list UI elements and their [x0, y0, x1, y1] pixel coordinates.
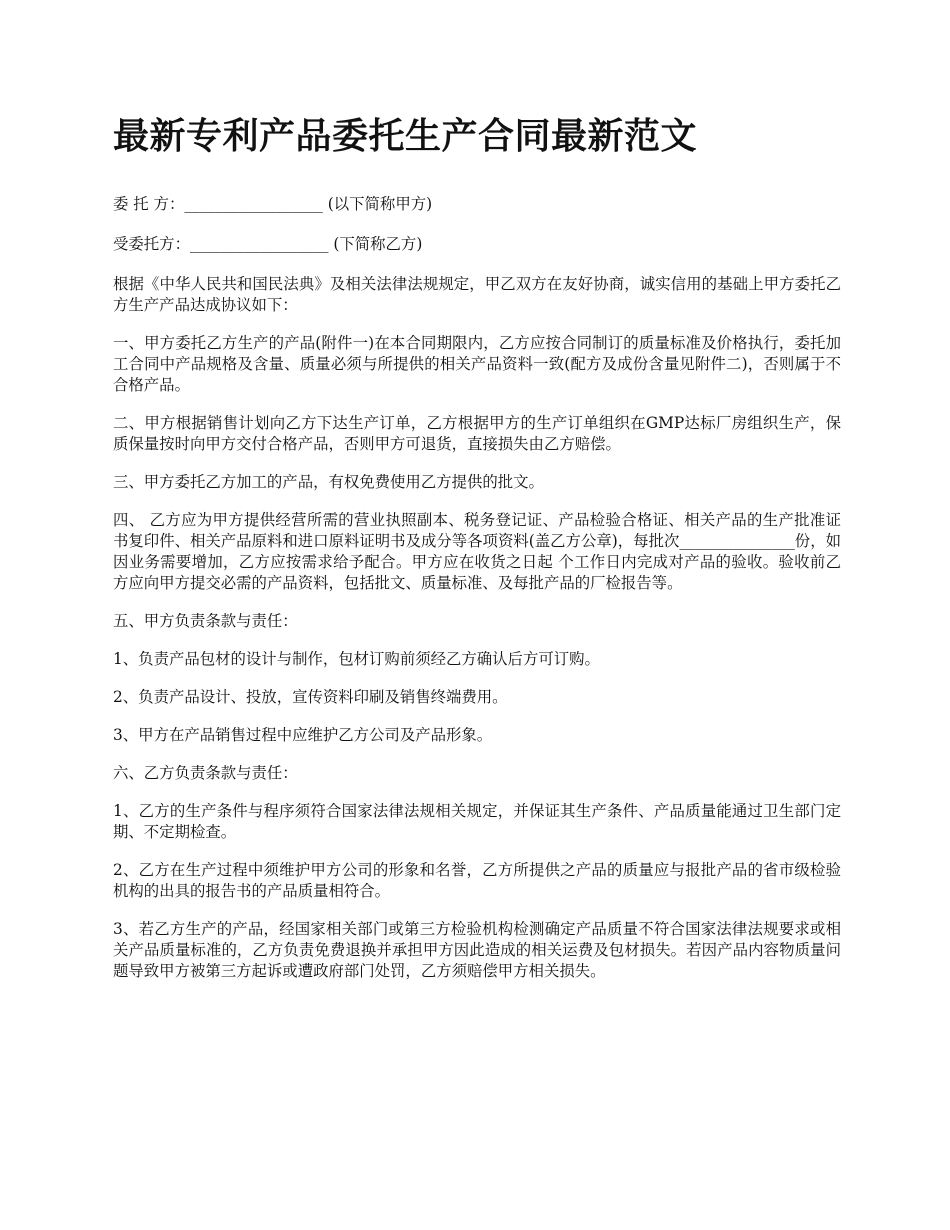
- clause-6-item-3: 3、若乙方生产的产品，经国家相关部门或第三方检验机构检测确定产品质量不符合国家法律法规要求或相关产品质量标准的，乙方负责免费退换并承担甲方因此造成的相关运费及包材损失。若因产品内容物质量问题导致甲方被第三方起诉或遭政府部门处罚，乙方须赔偿甲方相关损失。: [113, 920, 841, 980]
- party-b-line: 受委托方：__________________ (下简称乙方): [113, 235, 423, 253]
- preamble-paragraph: 根据《中华人民共和国民法典》及相关法律法规规定，甲乙双方在友好协商，诚实信用的基础上甲方委托乙方生产产品达成协议如下：: [113, 275, 841, 314]
- document-page: [113, 112, 841, 999]
- clause-1-paragraph: 一、甲方委托乙方生产的产品(附件一)在本合同期限内，乙方应按合同制订的质量标准及价格执行，委托加工合同中产品规格及含量、质量必须与所提供的相关产品资料一致(配方及成份含量见附件二)，否则属于不合格产品。: [113, 334, 841, 394]
- clause-3-paragraph: 三、甲方委托乙方加工的产品，有权免费使用乙方提供的批文。: [113, 473, 544, 491]
- clause-5-heading: 五、甲方负责条款与责任：: [113, 612, 298, 630]
- clause-6-item-2: 2、乙方在生产过程中须维护甲方公司的形象和名誉，乙方所提供之产品的质量应与报批产品的省市级检验机构的出具的报告书的产品质量相符合。: [113, 861, 841, 900]
- clause-6-heading: 六、乙方负责条款与责任：: [113, 764, 298, 782]
- clause-4-paragraph: 四、 乙方应为甲方提供经营所需的营业执照副本、税务登记证、产品检验合格证、相关产品的生产批准证书复印件、相关产品原料和进口原料证明书及成分等各项资料(盖乙方公章)，每批次_______________份，如因业务需要增加，乙方应按需求给予配合。甲方应在收货之日起 个工作日内完成对产品的验收。验收前乙方应向甲方提交必需的产品资料，包括批文、质量标准、及每批产品的厂检报告等。: [113, 511, 841, 592]
- document-title: 最新专利产品委托生产合同最新范文: [113, 115, 698, 157]
- clause-2-paragraph: 二、甲方根据销售计划向乙方下达生产订单，乙方根据甲方的生产订单组织在GMP达标厂房组织生产，保质保量按时向甲方交付合格产品，否则甲方可退货，直接损失由乙方赔偿。: [113, 414, 841, 453]
- clause-5-item-1: 1、负责产品包材的设计与制作，包材订购前须经乙方确认后方可订购。: [113, 650, 600, 668]
- clause-5-item-3: 3、甲方在产品销售过程中应维护乙方公司及产品形象。: [113, 726, 493, 744]
- clause-6-item-1: 1、乙方的生产条件与程序须符合国家法律法规相关规定，并保证其生产条件、产品质量能通过卫生部门定期、不定期检查。: [113, 802, 841, 841]
- party-a-line: 委 托 方：__________________ (以下简称甲方): [113, 195, 433, 213]
- clause-5-item-2: 2、负责产品设计、投放，宣传资料印刷及销售终端费用。: [113, 688, 508, 706]
